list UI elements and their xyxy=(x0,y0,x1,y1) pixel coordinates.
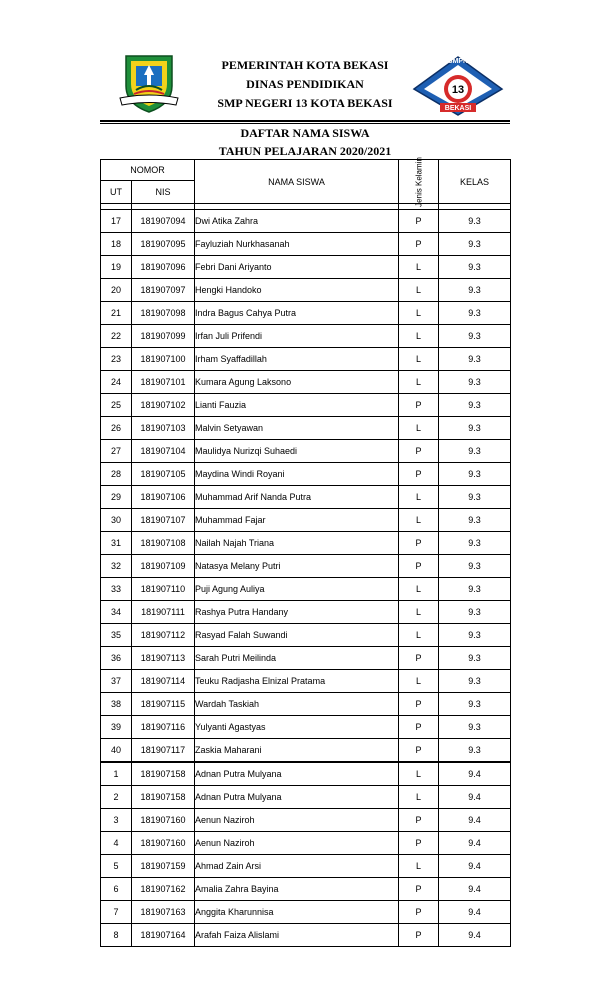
row-nama-siswa: Arafah Faiza Alislami xyxy=(195,924,399,947)
table-row xyxy=(101,647,511,670)
row-jenis-kelamin: L xyxy=(399,624,439,647)
row-ut: 27 xyxy=(101,440,132,463)
table-row xyxy=(101,832,511,855)
header-rule-thick xyxy=(100,120,510,122)
table-row xyxy=(101,716,511,739)
row-ut: 8 xyxy=(101,924,132,947)
row-kelas: 9.3 xyxy=(439,532,511,555)
row-jenis-kelamin: P xyxy=(399,555,439,578)
row-ut: 30 xyxy=(101,509,132,532)
row-nama-siswa: Kumara Agung Laksono xyxy=(195,371,399,394)
row-ut: 24 xyxy=(101,371,132,394)
header-nis: NIS xyxy=(132,181,195,204)
row-nama-siswa: Amalia Zahra Bayina xyxy=(195,878,399,901)
row-jenis-kelamin: P xyxy=(399,878,439,901)
row-ut: 3 xyxy=(101,809,132,832)
row-nis: 181907102 xyxy=(132,394,195,417)
row-jenis-kelamin: L xyxy=(399,578,439,601)
row-ut: 18 xyxy=(101,233,132,256)
row-kelas: 9.3 xyxy=(439,624,511,647)
emblem-number: 13 xyxy=(451,84,465,96)
table-row xyxy=(101,901,511,924)
government-line: PEMERINTAH KOTA BEKASI xyxy=(221,58,389,72)
row-nis: 181907158 xyxy=(132,786,195,809)
row-nis: 181907107 xyxy=(132,509,195,532)
header-nama-siswa: NAMA SISWA xyxy=(195,160,399,204)
row-kelas: 9.4 xyxy=(439,832,511,855)
row-nis: 181907100 xyxy=(132,348,195,371)
row-nama-siswa: Lianti Fauzia xyxy=(195,394,399,417)
row-kelas: 9.3 xyxy=(439,302,511,325)
row-jenis-kelamin: L xyxy=(399,855,439,878)
row-jenis-kelamin: L xyxy=(399,762,439,786)
row-ut: 1 xyxy=(101,762,132,786)
row-nama-siswa: Natasya Melany Putri xyxy=(195,555,399,578)
row-jenis-kelamin: P xyxy=(399,647,439,670)
row-jenis-kelamin: L xyxy=(399,509,439,532)
smpn-13-bekasi-emblem-icon xyxy=(410,53,506,119)
row-jenis-kelamin: P xyxy=(399,463,439,486)
row-ut: 32 xyxy=(101,555,132,578)
table-row xyxy=(101,693,511,716)
emblem-bottom-text: BEKASI xyxy=(444,105,472,112)
row-nis: 181907105 xyxy=(132,463,195,486)
row-nis: 181907115 xyxy=(132,693,195,716)
row-ut: 29 xyxy=(101,486,132,509)
table-row xyxy=(101,486,511,509)
row-jenis-kelamin: L xyxy=(399,256,439,279)
row-nama-siswa: Zaskia Maharani xyxy=(195,739,399,763)
row-nama-siswa: Maydina Windi Royani xyxy=(195,463,399,486)
row-nis: 181907113 xyxy=(132,647,195,670)
row-ut: 5 xyxy=(101,855,132,878)
table-row xyxy=(101,279,511,302)
row-nama-siswa: Irham Syaffadillah xyxy=(195,348,399,371)
row-jenis-kelamin: L xyxy=(399,417,439,440)
table-row xyxy=(101,233,511,256)
row-kelas: 9.4 xyxy=(439,855,511,878)
row-nama-siswa: Indra Bagus Cahya Putra xyxy=(195,302,399,325)
table-row xyxy=(101,855,511,878)
row-nis: 181907162 xyxy=(132,878,195,901)
row-ut: 17 xyxy=(101,210,132,233)
row-jenis-kelamin: P xyxy=(399,210,439,233)
row-nama-siswa: Aenun Naziroh xyxy=(195,809,399,832)
row-jenis-kelamin: P xyxy=(399,440,439,463)
row-nis: 181907159 xyxy=(132,855,195,878)
row-jenis-kelamin: L xyxy=(399,302,439,325)
row-kelas: 9.4 xyxy=(439,786,511,809)
row-nis: 181907095 xyxy=(132,233,195,256)
row-nama-siswa: Adnan Putra Mulyana xyxy=(195,762,399,786)
row-kelas: 9.3 xyxy=(439,486,511,509)
row-nis: 181907160 xyxy=(132,809,195,832)
row-ut: 2 xyxy=(101,786,132,809)
header-nomor: NOMOR xyxy=(101,160,195,181)
row-kelas: 9.3 xyxy=(439,233,511,256)
row-nama-siswa: Nailah Najah Triana xyxy=(195,532,399,555)
row-nis: 181907096 xyxy=(132,256,195,279)
department-line: DINAS PENDIDIKAN xyxy=(246,77,364,91)
row-jenis-kelamin: L xyxy=(399,371,439,394)
row-nama-siswa: Muhammad Arif Nanda Putra xyxy=(195,486,399,509)
row-ut: 23 xyxy=(101,348,132,371)
row-ut: 25 xyxy=(101,394,132,417)
row-kelas: 9.3 xyxy=(439,348,511,371)
row-ut: 34 xyxy=(101,601,132,624)
row-nis: 181907158 xyxy=(132,762,195,786)
row-nama-siswa: Rashya Putra Handany xyxy=(195,601,399,624)
row-nis: 181907103 xyxy=(132,417,195,440)
row-nis: 181907099 xyxy=(132,325,195,348)
row-nama-siswa: Irfan Juli Prifendi xyxy=(195,325,399,348)
row-jenis-kelamin: P xyxy=(399,233,439,256)
row-nama-siswa: Wardah Taskiah xyxy=(195,693,399,716)
table-row xyxy=(101,348,511,371)
table-row xyxy=(101,394,511,417)
table-row xyxy=(101,371,511,394)
table-row xyxy=(101,601,511,624)
row-kelas: 9.3 xyxy=(439,601,511,624)
row-kelas: 9.3 xyxy=(439,693,511,716)
table-row xyxy=(101,463,511,486)
title-line-2: TAHUN PELAJARAN 2020/2021 xyxy=(218,144,392,158)
row-jenis-kelamin: P xyxy=(399,809,439,832)
row-kelas: 9.4 xyxy=(439,809,511,832)
row-nis: 181907108 xyxy=(132,532,195,555)
row-jenis-kelamin: P xyxy=(399,532,439,555)
row-ut: 28 xyxy=(101,463,132,486)
table-row xyxy=(101,578,511,601)
row-ut: 26 xyxy=(101,417,132,440)
row-nama-siswa: Sarah Putri Meilinda xyxy=(195,647,399,670)
row-nis: 181907117 xyxy=(132,739,195,763)
row-nama-siswa: Muhammad Fajar xyxy=(195,509,399,532)
row-nis: 181907109 xyxy=(132,555,195,578)
row-ut: 38 xyxy=(101,693,132,716)
table-row xyxy=(101,670,511,693)
row-jenis-kelamin: P xyxy=(399,832,439,855)
header-ut: UT xyxy=(101,181,132,204)
document-title xyxy=(100,124,510,160)
row-nis: 181907112 xyxy=(132,624,195,647)
row-nis: 181907101 xyxy=(132,371,195,394)
row-kelas: 9.3 xyxy=(439,325,511,348)
row-ut: 20 xyxy=(101,279,132,302)
row-nis: 181907097 xyxy=(132,279,195,302)
header-kelas: KELAS xyxy=(439,160,511,204)
row-nama-siswa: Hengki Handoko xyxy=(195,279,399,302)
row-ut: 4 xyxy=(101,832,132,855)
row-nis: 181907104 xyxy=(132,440,195,463)
row-kelas: 9.3 xyxy=(439,394,511,417)
row-nama-siswa: Adnan Putra Mulyana xyxy=(195,786,399,809)
row-nis: 181907163 xyxy=(132,901,195,924)
table-row xyxy=(101,809,511,832)
row-ut: 33 xyxy=(101,578,132,601)
row-ut: 35 xyxy=(101,624,132,647)
row-nis: 181907094 xyxy=(132,210,195,233)
row-ut: 7 xyxy=(101,901,132,924)
title-line-1: DAFTAR NAMA SISWA xyxy=(240,126,370,140)
row-kelas: 9.3 xyxy=(439,555,511,578)
row-nis: 181907098 xyxy=(132,302,195,325)
row-nama-siswa: Teuku Radjasha Elnizal Pratama xyxy=(195,670,399,693)
row-kelas: 9.3 xyxy=(439,739,511,763)
row-jenis-kelamin: P xyxy=(399,716,439,739)
row-nama-siswa: Anggita Kharunnisa xyxy=(195,901,399,924)
row-jenis-kelamin: L xyxy=(399,348,439,371)
row-jenis-kelamin: L xyxy=(399,279,439,302)
row-nis: 181907111 xyxy=(132,601,195,624)
row-jenis-kelamin: L xyxy=(399,325,439,348)
row-kelas: 9.4 xyxy=(439,901,511,924)
row-jenis-kelamin: P xyxy=(399,394,439,417)
table-row xyxy=(101,532,511,555)
table-row xyxy=(101,256,511,279)
row-ut: 21 xyxy=(101,302,132,325)
row-jenis-kelamin: P xyxy=(399,739,439,763)
row-kelas: 9.3 xyxy=(439,647,511,670)
row-kelas: 9.3 xyxy=(439,578,511,601)
row-ut: 22 xyxy=(101,325,132,348)
row-kelas: 9.3 xyxy=(439,279,511,302)
row-nis: 181907110 xyxy=(132,578,195,601)
row-ut: 31 xyxy=(101,532,132,555)
row-kelas: 9.4 xyxy=(439,878,511,901)
row-kelas: 9.3 xyxy=(439,371,511,394)
table-row xyxy=(101,878,511,901)
row-kelas: 9.3 xyxy=(439,417,511,440)
row-nama-siswa: Febri Dani Ariyanto xyxy=(195,256,399,279)
header-jenis-kelamin: Jenis Kelamin xyxy=(399,160,439,204)
table-row xyxy=(101,624,511,647)
table-row xyxy=(101,509,511,532)
row-nama-siswa: Puji Agung Auliya xyxy=(195,578,399,601)
row-ut: 6 xyxy=(101,878,132,901)
row-kelas: 9.3 xyxy=(439,716,511,739)
row-nama-siswa: Rasyad Falah Suwandi xyxy=(195,624,399,647)
table-row xyxy=(101,440,511,463)
table-row xyxy=(101,417,511,440)
row-nama-siswa: Maulidya Nurizqi Suhaedi xyxy=(195,440,399,463)
row-nama-siswa: Yulyanti Agastyas xyxy=(195,716,399,739)
row-jenis-kelamin: L xyxy=(399,670,439,693)
row-nama-siswa: Dwi Atika Zahra xyxy=(195,210,399,233)
row-ut: 37 xyxy=(101,670,132,693)
row-nis: 181907160 xyxy=(132,832,195,855)
row-kelas: 9.3 xyxy=(439,509,511,532)
row-kelas: 9.4 xyxy=(439,762,511,786)
school-line: SMP NEGERI 13 KOTA BEKASI xyxy=(217,96,393,110)
row-ut: 19 xyxy=(101,256,132,279)
row-jenis-kelamin: L xyxy=(399,786,439,809)
row-nama-siswa: Fayluziah Nurkhasanah xyxy=(195,233,399,256)
row-kelas: 9.3 xyxy=(439,210,511,233)
row-kelas: 9.4 xyxy=(439,924,511,947)
row-kelas: 9.3 xyxy=(439,670,511,693)
table-row xyxy=(101,325,511,348)
table-row xyxy=(101,210,511,233)
table-row xyxy=(101,302,511,325)
row-ut: 40 xyxy=(101,739,132,763)
row-kelas: 9.3 xyxy=(439,440,511,463)
row-kelas: 9.3 xyxy=(439,256,511,279)
row-nama-siswa: Malvin Setyawan xyxy=(195,417,399,440)
student-roster-table xyxy=(100,156,511,947)
letterhead xyxy=(100,50,510,120)
row-jenis-kelamin: P xyxy=(399,693,439,716)
row-ut: 39 xyxy=(101,716,132,739)
row-nama-siswa: Ahmad Zain Arsi xyxy=(195,855,399,878)
row-nis: 181907106 xyxy=(132,486,195,509)
table-row xyxy=(101,924,511,947)
roster-body xyxy=(101,210,511,947)
table-row xyxy=(101,555,511,578)
row-ut: 36 xyxy=(101,647,132,670)
row-nis: 181907116 xyxy=(132,716,195,739)
row-jenis-kelamin: L xyxy=(399,486,439,509)
table-row xyxy=(101,739,511,763)
row-jenis-kelamin: P xyxy=(399,901,439,924)
row-nis: 181907164 xyxy=(132,924,195,947)
row-nis: 181907114 xyxy=(132,670,195,693)
emblem-top-text: SMPN xyxy=(447,58,469,65)
table-row xyxy=(101,786,511,809)
row-kelas: 9.3 xyxy=(439,463,511,486)
row-jenis-kelamin: P xyxy=(399,924,439,947)
table-row xyxy=(101,762,511,786)
row-jenis-kelamin: L xyxy=(399,601,439,624)
row-nama-siswa: Aenun Naziroh xyxy=(195,832,399,855)
